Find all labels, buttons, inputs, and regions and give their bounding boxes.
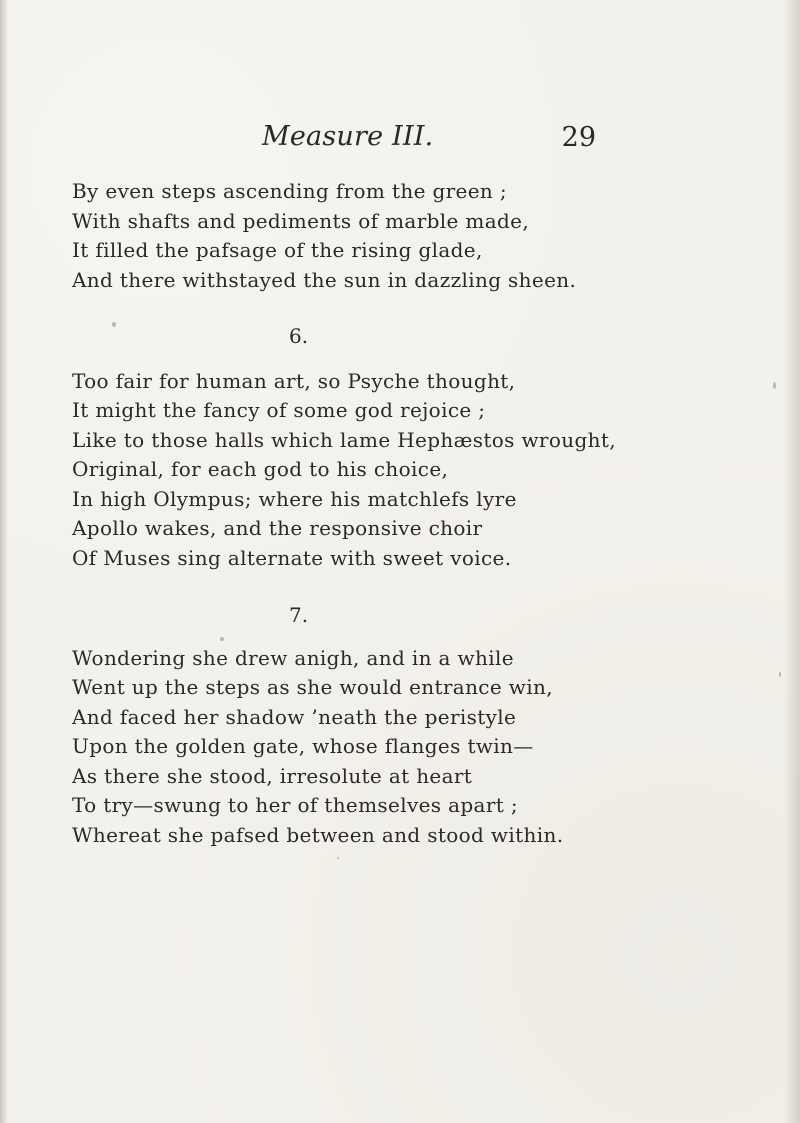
poem-line: And faced her shadow ’neath the peristyle <box>72 704 517 729</box>
poem-line: Wondering she drew anigh, and in a while <box>72 645 514 670</box>
poem-line: To try—swung to her of themselves apart ; <box>72 793 518 817</box>
poem-line: Original, for each god to his choice, <box>72 457 449 481</box>
poem-line: As there she stood, irresolute at heart <box>72 763 473 788</box>
poem-line: Apollo wakes, and the responsive choir <box>72 516 483 540</box>
poem-line: It might the fancy of some god rejoice ; <box>72 398 486 422</box>
poem-line: Like to those halls which lame Hephæstos wrought, <box>72 427 616 452</box>
right-page-edge <box>784 0 800 1123</box>
poem-line: With shafts and pediments of marble made, <box>72 208 530 233</box>
stanza-7 <box>72 601 712 850</box>
page-number: 29 <box>561 122 596 153</box>
poem-line: By even steps ascending from the green ; <box>72 179 507 203</box>
left-page-edge <box>0 0 8 1123</box>
paper-speck <box>773 382 776 389</box>
poem-line: Too fair for human art, so Psyche thought, <box>72 368 516 393</box>
poem-line: And there withstayed the sun in dazzling sheen. <box>72 267 577 292</box>
poem-line: It filled the pafsage of the rising glade, <box>72 238 483 262</box>
poem-line: In high Olympus; where his matchlefs lyre <box>72 486 517 511</box>
opening-stanza <box>72 177 712 295</box>
poem-line: Upon the golden gate, whose flanges twin— <box>72 734 534 758</box>
stanza-number: 7. <box>289 603 309 627</box>
paper-speck <box>779 672 781 677</box>
paper-speck <box>337 857 339 859</box>
poem-text <box>72 177 712 850</box>
running-head: Measure III. <box>262 121 434 152</box>
poem-line: Of Muses sing alternate with sweet voice. <box>72 545 512 570</box>
poem-line: Whereat she pafsed between and stood within. <box>72 822 564 847</box>
poem-line: Went up the steps as she would entrance win, <box>72 675 553 699</box>
page-header <box>262 123 596 163</box>
stanza-6 <box>72 322 712 573</box>
stanza-number: 6. <box>289 324 309 348</box>
